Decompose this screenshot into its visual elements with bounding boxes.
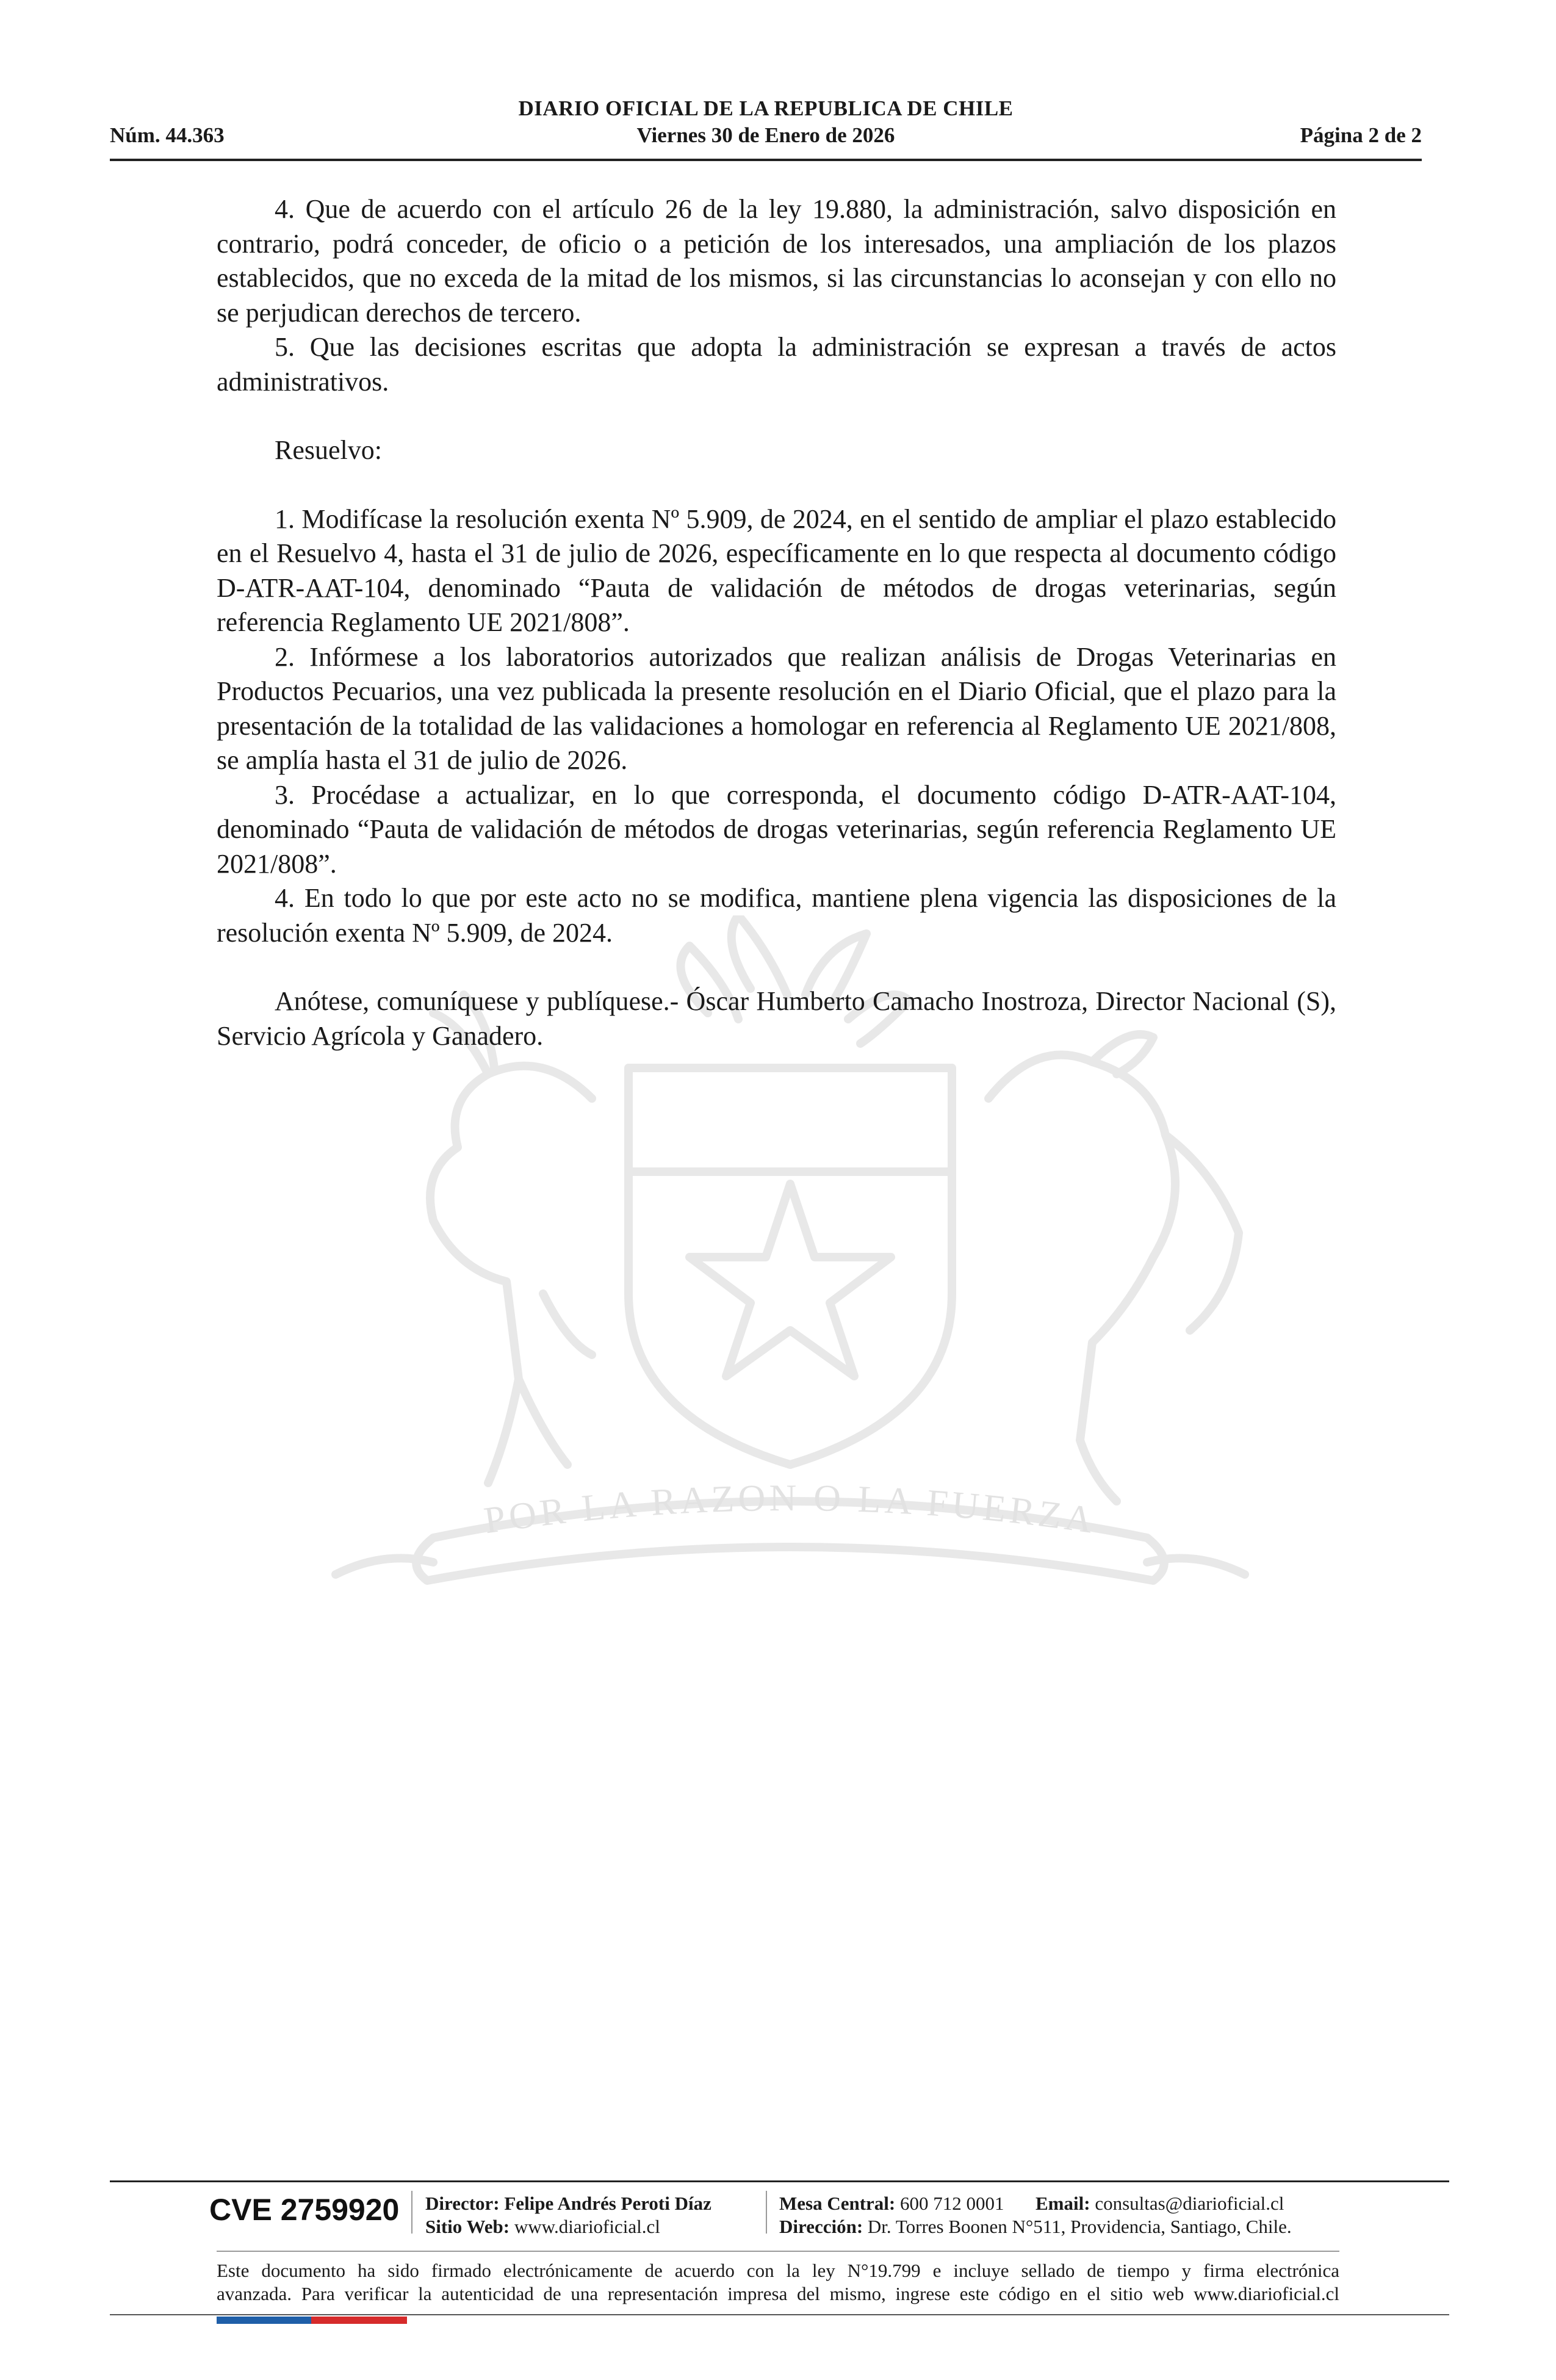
director-label: Director: — [425, 2193, 500, 2214]
email-address[interactable]: consultas@diarioficial.cl — [1095, 2193, 1284, 2214]
legal-line-2: avanzada. Para verificar la autenticidad de una representación impresa del mismo, ingrese este código en el sitio web www.diarioficial.cl — [217, 2283, 1339, 2304]
electronic-signature-notice — [217, 2259, 1339, 2306]
footer-bottom-divider — [110, 2314, 1449, 2315]
footer-director-block — [425, 2192, 711, 2238]
phone-label: Mesa Central: — [779, 2193, 896, 2214]
website-label: Sitio Web: — [425, 2216, 510, 2237]
footer-contact-block — [779, 2192, 1292, 2238]
legal-line-1: Este documento ha sido firmado electrónicamente de acuerdo con la ley N°19.799 e incluye sellado de tiempo y firma electrónica — [217, 2260, 1339, 2281]
email-label: Email: — [1036, 2193, 1090, 2214]
watermark-motto: POR LA RAZON O LA FUERZA — [481, 1477, 1099, 1542]
closing-signature: Anótese, comuníquese y publíquese.- Óscar Humberto Camacho Inostroza, Director Nacional (S), Servicio Agrícola y Ganadero. — [217, 986, 1336, 1051]
paragraph-resuelvo-3: 3. Procédase a actualizar, en lo que corresponda, el documento código D-ATR-AAT-104, denominado “Pauta de validación de métodos de drogas veterinarias, según referencia Reglamento UE 2021/808”. — [217, 779, 1336, 879]
flag-blue-segment — [217, 2317, 311, 2324]
paragraph-resuelvo-2: 2. Infórmese a los laboratorios autorizados que realizan análisis de Drogas Veterinarias en Productos Pecuarios, una vez publicada la presente resolución en el Diario Oficial, que el plazo para la presentación de la totalidad de las validaciones a homologar en referencia al Reglamento UE 2021/808, se amplía hasta el 31 de julio de 2026. — [217, 641, 1336, 775]
footer-top-divider — [110, 2180, 1449, 2182]
cve-code: CVE 2759920 — [209, 2193, 400, 2227]
newspaper-title: DIARIO OFICIAL DE LA REPUBLICA DE CHILE — [518, 96, 1014, 120]
footer-inner-divider — [217, 2251, 1339, 2252]
footer-separator — [411, 2191, 412, 2234]
paragraph-resuelvo-1: 1. Modifícase la resolución exenta Nº 5.909, de 2024, en el sentido de ampliar el plazo establecido en el Resuelvo 4, hasta el 31 de julio de 2026, específicamente en lo que respecta al documento código D-ATR-AAT-104, denominado “Pauta de validación de métodos de drogas veterinarias, según referencia Reglamento UE 2021/808”. — [217, 503, 1336, 637]
website-link[interactable]: www.diarioficial.cl — [514, 2216, 660, 2237]
page-header — [110, 92, 1422, 161]
document-body — [217, 192, 1336, 1053]
phone-number: 600 712 0001 — [900, 2193, 1004, 2214]
page-number: Página 2 de 2 — [1300, 123, 1422, 147]
issue-number: Núm. 44.363 — [110, 123, 225, 147]
resuelvo-heading: Resuelvo: — [275, 435, 382, 465]
paragraph-resuelvo-4: 4. En todo lo que por este acto no se modifica, mantiene plena vigencia las disposiciones de la resolución exenta Nº 5.909, de 2024. — [217, 883, 1336, 948]
flag-color-strip — [217, 2317, 407, 2324]
issue-date: Viernes 30 de Enero de 2026 — [636, 123, 895, 147]
director-name: Felipe Andrés Peroti Díaz — [504, 2193, 711, 2214]
paragraph-considerando-4: 4. Que de acuerdo con el artículo 26 de la ley 19.880, la administración, salvo disposición en contrario, podrá conceder, de oficio o a petición de los interesados, una ampliación de los plazos establecidos, que no exceda de la mitad de los mismos, si las circunstancias lo aconsejan y con ello no se perjudican derechos de tercero. — [217, 194, 1336, 328]
address-label: Dirección: — [779, 2216, 863, 2237]
address-text: Dr. Torres Boonen N°511, Providencia, Santiago, Chile. — [867, 2216, 1292, 2237]
paragraph-considerando-5: 5. Que las decisiones escritas que adopta la administración se expresan a través de actos administrativos. — [217, 332, 1336, 397]
flag-red-segment — [311, 2317, 407, 2324]
footer-separator — [766, 2191, 767, 2234]
